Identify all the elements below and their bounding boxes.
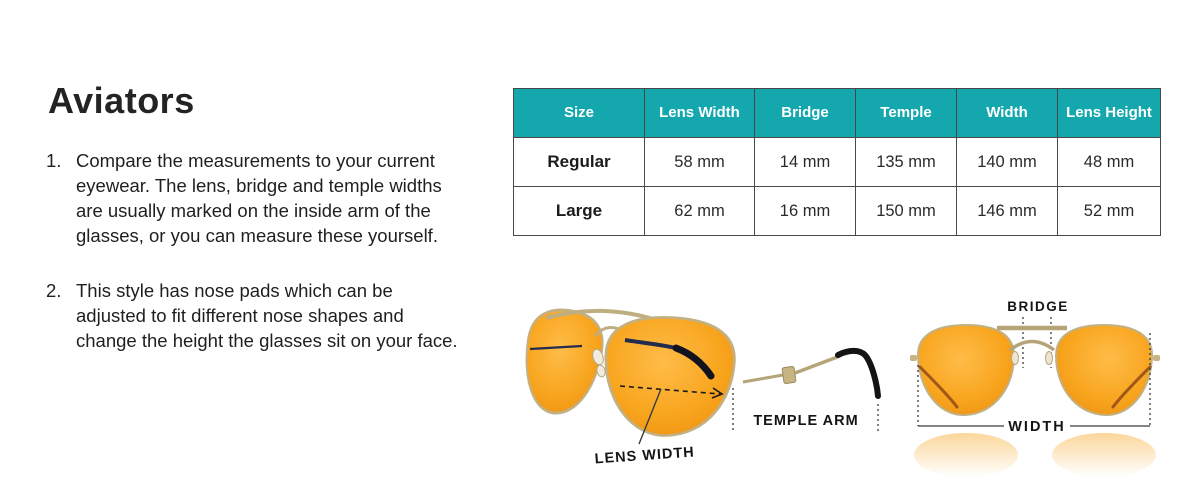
table-header-row [514, 89, 1161, 138]
width-label: WIDTH [1008, 419, 1066, 435]
table-row [514, 138, 1161, 187]
size-chart-table [513, 88, 1161, 236]
col-header-bridge: Bridge [755, 89, 856, 138]
cell-lens-width: 62 mm [645, 187, 755, 236]
list-item-number: 2. [46, 280, 62, 301]
side-ear-tip [838, 351, 878, 396]
front-nose-pad-left [1012, 352, 1019, 365]
list-item-number: 1. [46, 150, 62, 171]
bridge-label: BRIDGE [1007, 299, 1069, 314]
front-nose-bridge [1010, 342, 1054, 351]
cell-temple: 150 mm [856, 187, 957, 236]
table-row [514, 187, 1161, 236]
side-front-lens [602, 314, 737, 439]
col-header-size: Size [514, 89, 645, 138]
cell-width: 146 mm [957, 187, 1058, 236]
cell-lens-height: 52 mm [1058, 187, 1161, 236]
list-item-text: Compare the measurements to your current eyewear. The lens, bridge and temple widths are usually marked on the inside arm of the glasses, or you can measure these yourself. [76, 150, 442, 246]
cell-bridge: 16 mm [755, 187, 856, 236]
front-nose-pad-right [1046, 352, 1053, 365]
list-item-text: This style has nose pads which can be adjusted to fit different nose shapes and change the height the glasses sit on your face. [76, 280, 458, 351]
temple-arm-label: TEMPLE ARM [753, 413, 859, 429]
front-hinge-left [910, 355, 917, 361]
side-hinge [782, 366, 796, 384]
front-left-lens [918, 325, 1014, 415]
cell-temple: 135 mm [856, 138, 957, 187]
side-temple-arm [743, 375, 783, 382]
front-hinge-right [1153, 355, 1160, 361]
instructions-list [46, 148, 476, 383]
col-header-lens-height: Lens Height [1058, 89, 1161, 138]
side-back-lens [517, 305, 607, 419]
front-right-lens [1056, 325, 1152, 415]
col-header-temple: Temple [856, 89, 957, 138]
cell-lens-height: 48 mm [1058, 138, 1161, 187]
side-temple-arm [795, 356, 840, 373]
list-item [46, 148, 476, 248]
lens-width-label: LENS WIDTH [594, 444, 696, 468]
cell-width: 140 mm [957, 138, 1058, 187]
cell-bridge: 14 mm [755, 138, 856, 187]
aviator-front-view-diagram [900, 293, 1180, 493]
glasses-reflection [914, 433, 1156, 477]
cell-size: Large [514, 187, 645, 236]
cell-size: Regular [514, 138, 645, 187]
page-title: Aviators [48, 80, 195, 121]
list-item [46, 278, 476, 353]
col-header-lens-width: Lens Width [645, 89, 755, 138]
aviator-side-view-diagram [500, 292, 900, 482]
cell-lens-width: 58 mm [645, 138, 755, 187]
col-header-width: Width [957, 89, 1058, 138]
